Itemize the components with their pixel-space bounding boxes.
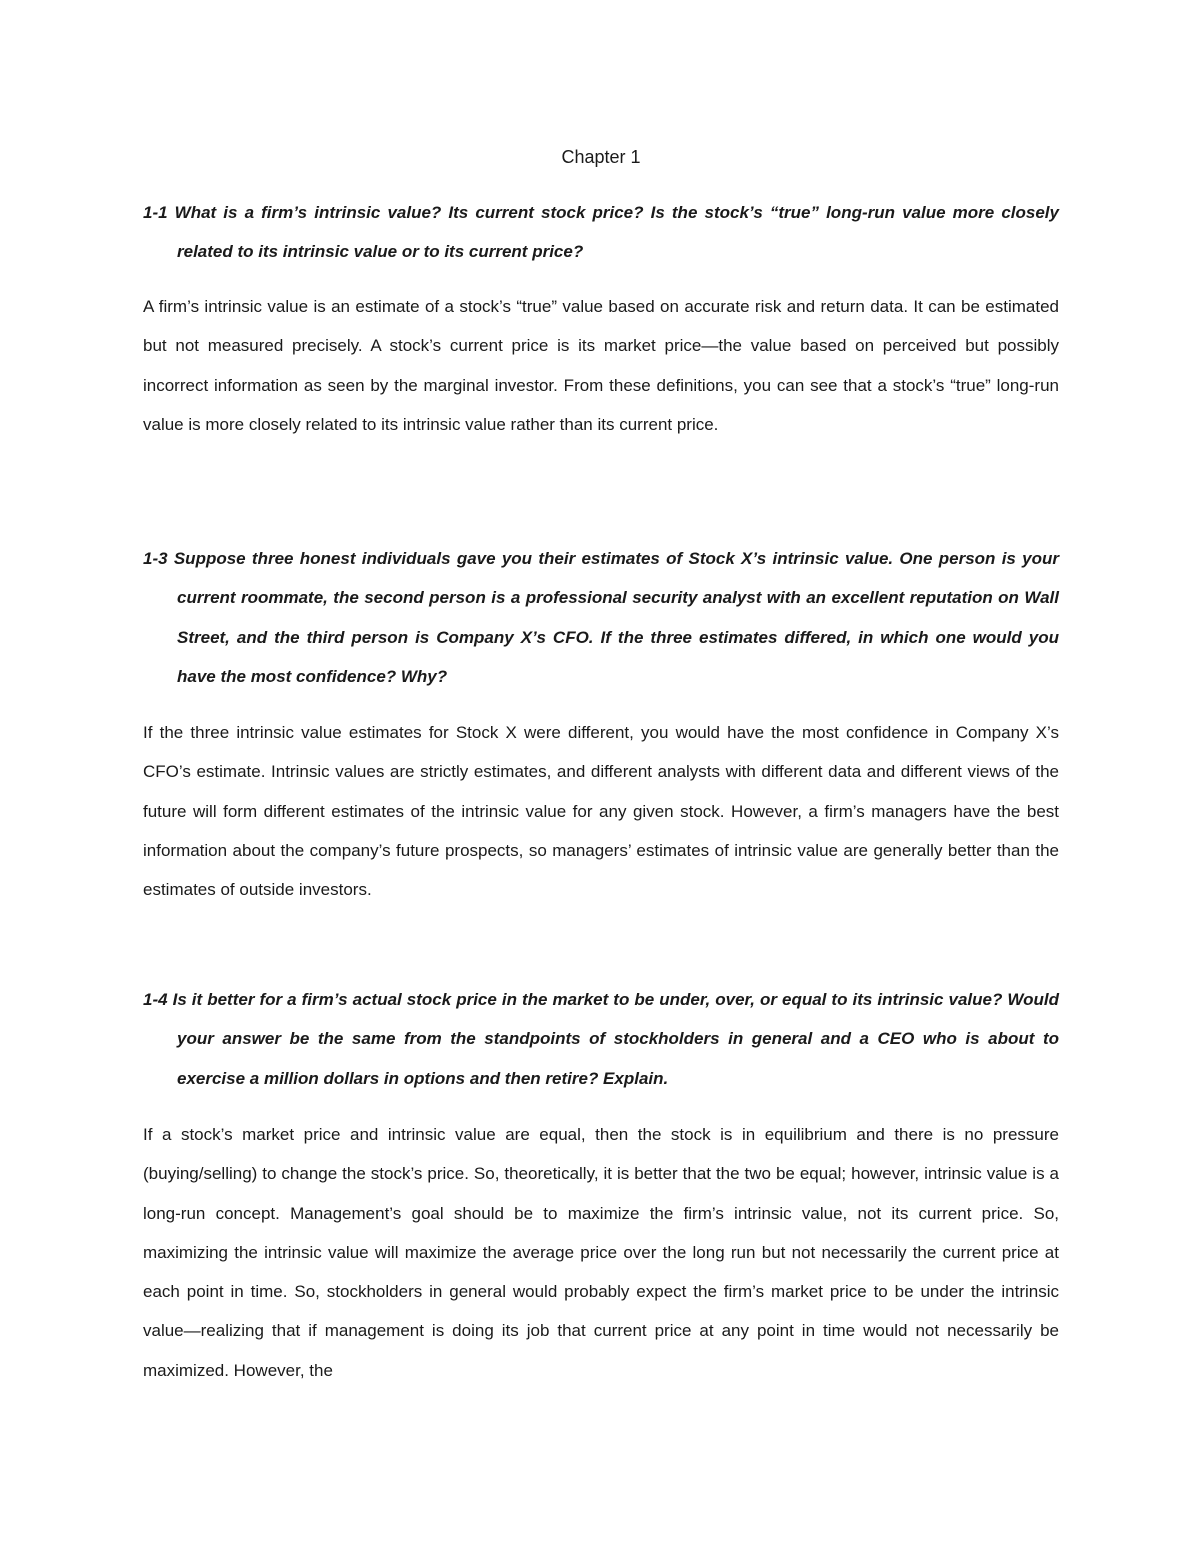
question-1-4: 1-4 Is it better for a firm’s actual stock price in the market to be under, over, or equal to its intrinsic value? Would your answer be the same from the standpoints of stockholders in general and a CEO who is about to exercise a million dollars in options and then retire? Explain. <box>143 990 1059 1088</box>
question-1-3: 1-3 Suppose three honest individuals gave you their estimates of Stock X’s intrinsic value. One person is your current roommate, the second person is a professional security analyst with an excellent reputation on Wall Street, and the third person is Company X’s CFO. If the three estimates differed, in which one would you have the most confidence? Why? <box>143 549 1059 686</box>
answer-1-1: A firm’s intrinsic value is an estimate of a stock’s “true” value based on accurate risk and return data. It can be estimated but not measured precisely. A stock’s current price is its market price—the value based on perceived but possibly incorrect information as seen by the marginal investor. From these definitions, you can see that a stock’s “true” long-run value is more closely related to its intrinsic value rather than its current price. <box>143 297 1059 434</box>
question-1-1: 1-1 What is a firm’s intrinsic value? Its current stock price? Is the stock’s “true” long-run value more closely related to its intrinsic value or to its current price? <box>143 203 1059 262</box>
answer-1-4: If a stock’s market price and intrinsic value are equal, then the stock is in equilibrium and there is no pressure (buying/selling) to change the stock’s price. So, theoretically, it is better that the two be equal; however, intrinsic value is a long-run concept. Management’s goal should be to maximize the firm’s intrinsic value, not its current price. So, maximizing the intrinsic value will maximize the average price over the long run but not necessarily the current price at each point in time. So, stockholders in general would probably expect the firm’s market price to be under the intrinsic value—realizing that if management is doing its job that current price at any point in time would not necessarily be maximized. However, the <box>143 1125 1059 1380</box>
answer-1-3: If the three intrinsic value estimates for Stock X were different, you would have the most confidence in Company X’s CFO’s estimate. Intrinsic values are strictly estimates, and different analysts with different data and different views of the future will form different estimates of the intrinsic value for any given stock. However, a firm’s managers have the best information about the company’s future prospects, so managers’ estimates of intrinsic value are generally better than the estimates of outside investors. <box>143 723 1059 900</box>
chapter-title: Chapter 1 <box>561 147 641 167</box>
